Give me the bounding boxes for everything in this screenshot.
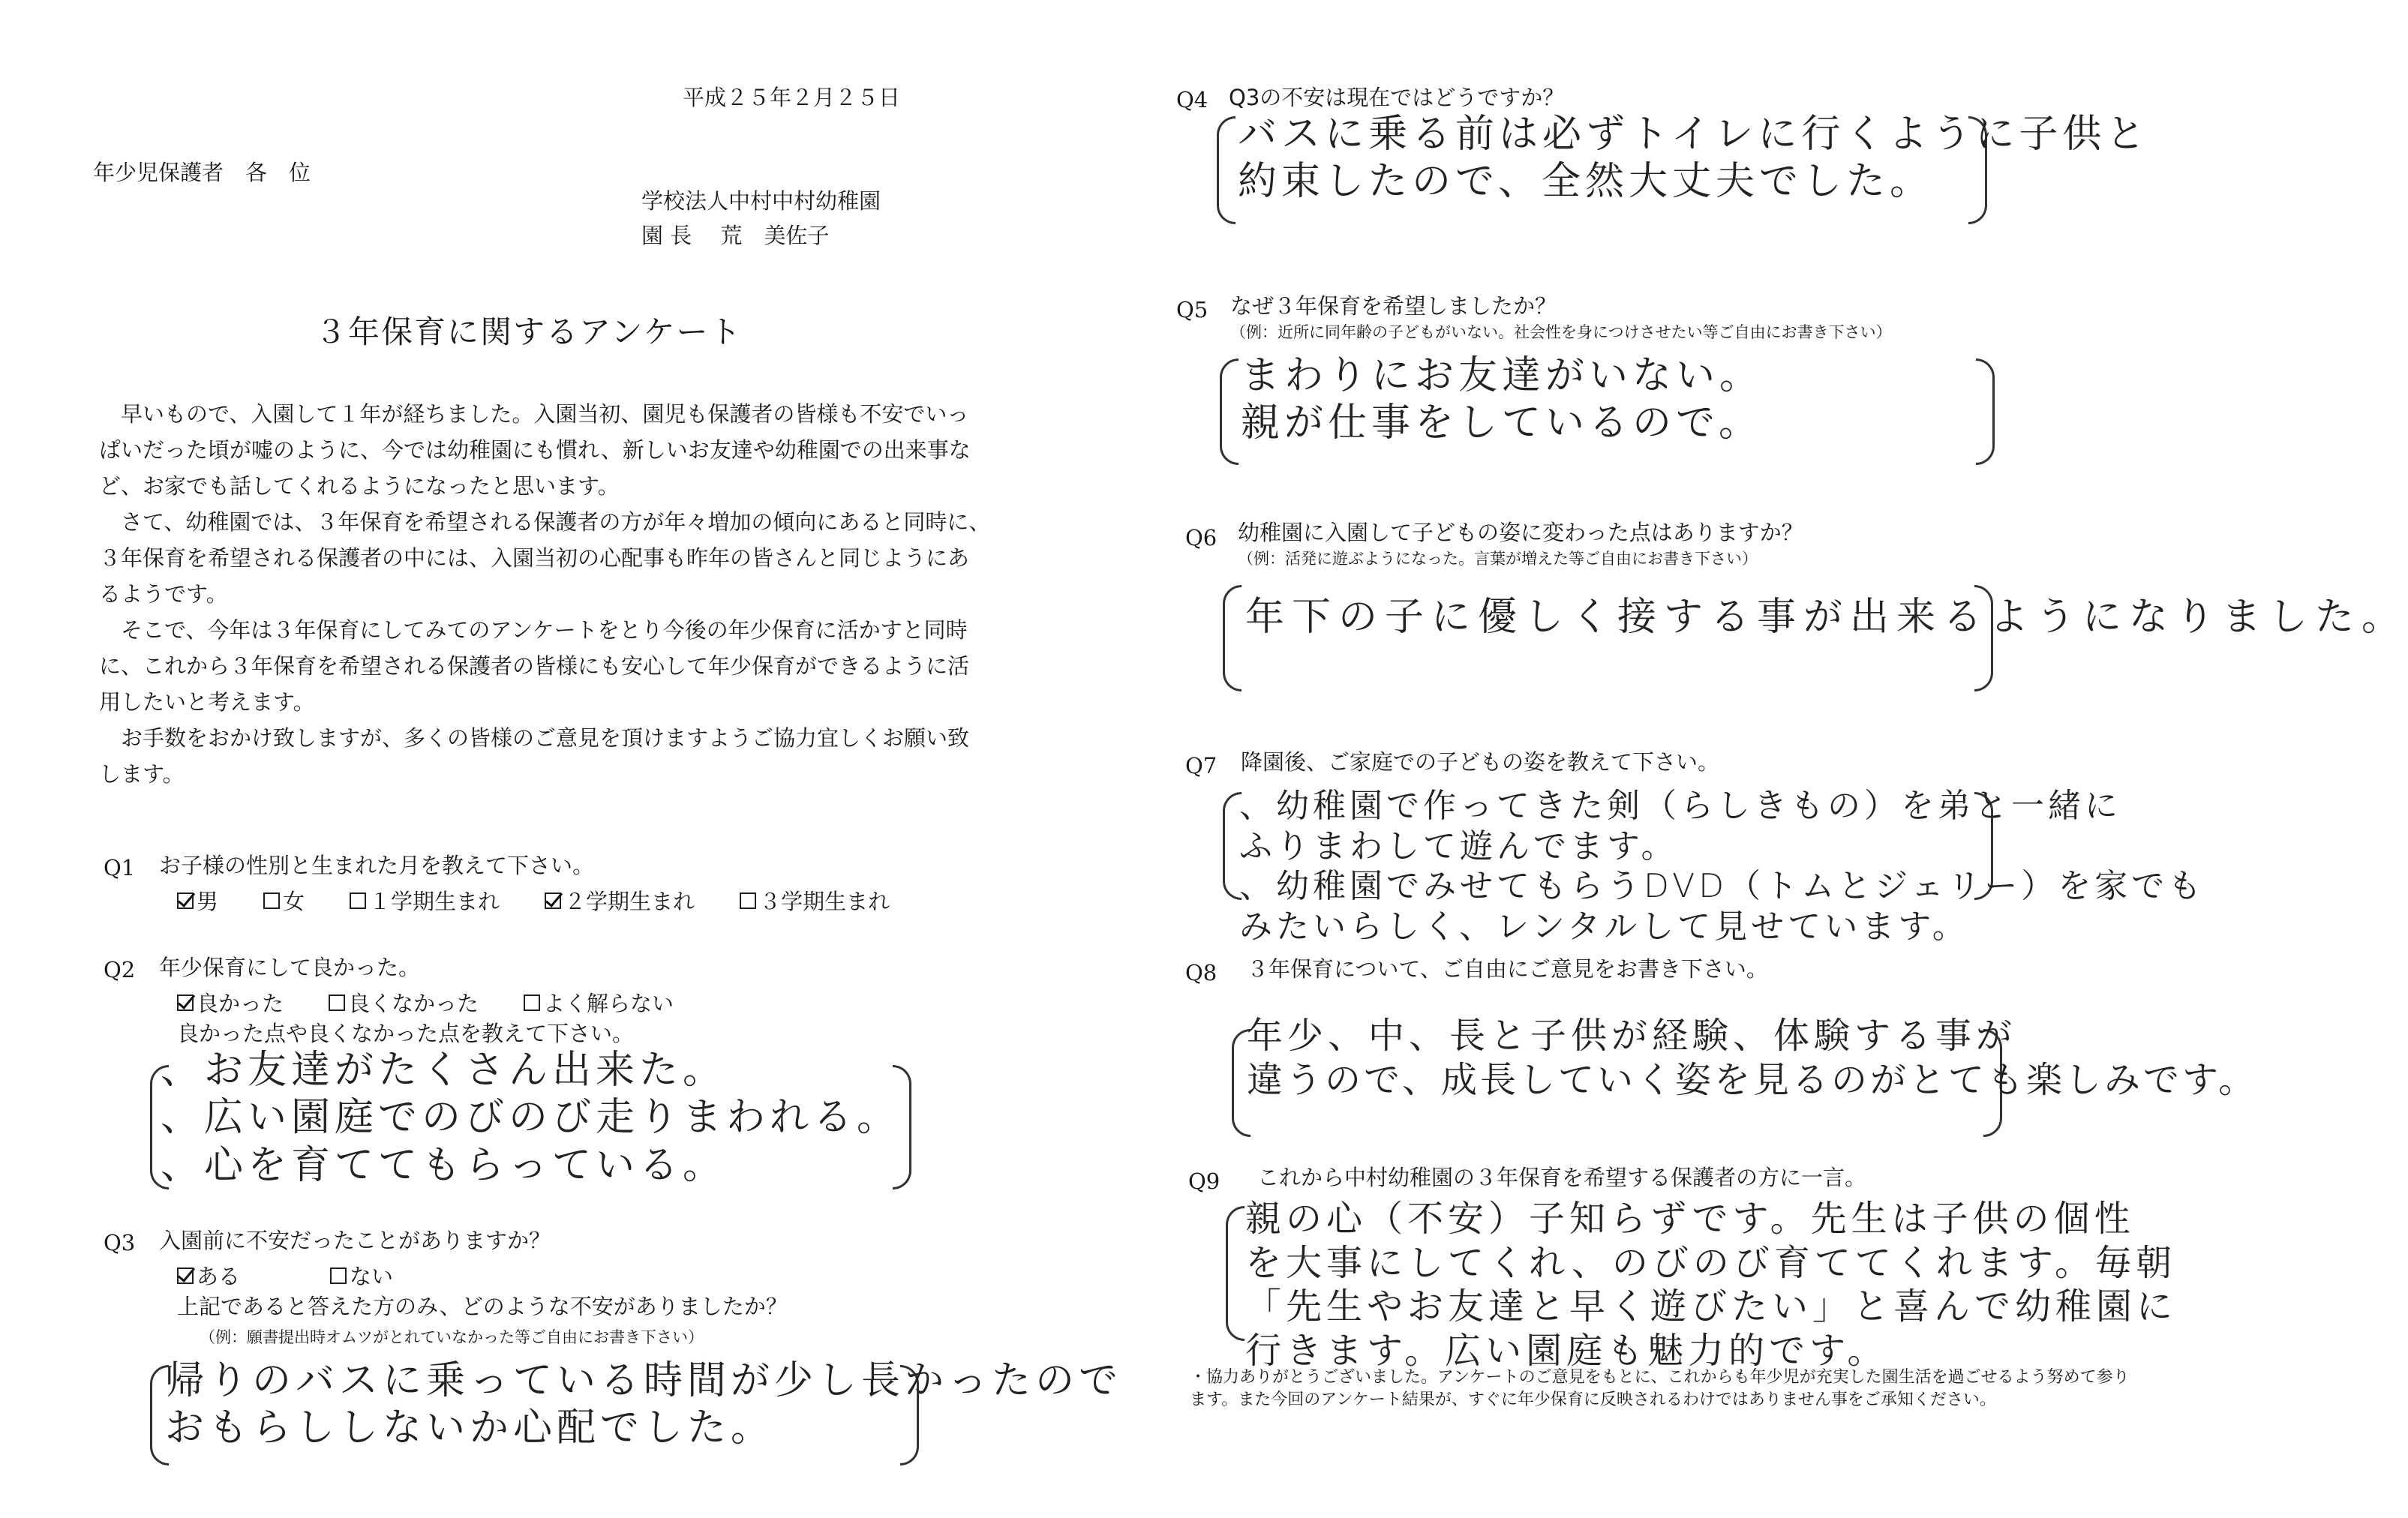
q9-number: Q9 — [1188, 1168, 1221, 1194]
q1-option-male[interactable]: 男 — [177, 885, 218, 916]
checkbox-checked[interactable] — [545, 892, 561, 909]
q3-option-no[interactable]: ない — [330, 1260, 393, 1291]
q4-answer[interactable] — [1238, 111, 2149, 206]
handwritten-line: 、広い園庭でのびのび走りまわれる。 — [161, 1095, 901, 1141]
q2-answer[interactable] — [161, 1047, 900, 1190]
q1-number: Q1 — [104, 855, 136, 880]
q8-text: ３年保育について、ご自由にご意見をお書き下さい。 — [1247, 956, 1768, 982]
q3-option-yes[interactable]: ある — [177, 1260, 240, 1291]
checkbox[interactable] — [740, 892, 756, 909]
handwritten-line: バスに乗る前は必ずトイレに行くように子供と — [1238, 112, 2150, 157]
principal-name: 園 長 荒 美佐子 — [641, 223, 830, 248]
q5-answer-bracket-left — [1220, 358, 1239, 465]
q7-text: 降園後、ご家庭での子どもの姿を教えて下さい。 — [1241, 749, 1720, 775]
q1-options — [177, 885, 890, 916]
checkbox[interactable] — [330, 1268, 347, 1284]
q7-answer[interactable] — [1239, 786, 2205, 947]
handwritten-line: みたいらしく、レンタルして見せています。 — [1239, 908, 1969, 946]
page-title: ３年保育に関するアンケート — [315, 314, 743, 350]
handwritten-line: 親の心（不安）子知らずです。先生は子供の個性 — [1245, 1198, 2135, 1240]
q1-option-term2[interactable]: ２学期生まれ — [545, 885, 695, 916]
q2-subquestion: 良かった点や良くなかった点を教えて下さい。 — [177, 1021, 635, 1046]
q6-number: Q6 — [1185, 525, 1218, 550]
checkbox-checked[interactable] — [177, 994, 194, 1011]
document-date: 平成２５年２月２５日 — [683, 85, 901, 110]
footer-line: ・協力ありがとうございました。アンケートのご意見をもとに、これからも年少児が充実した園生活を過ごせるよう努めて参り — [1190, 1368, 2130, 1387]
q6-answer[interactable] — [1245, 594, 2408, 641]
handwritten-line: 親が仕事をしているので。 — [1241, 400, 1762, 446]
intro-line: ぱいだった頃が嘘のように、今では幼稚園にも慣れ、新しいお友達や幼稚園での出来事な — [99, 437, 971, 463]
checkbox[interactable] — [350, 892, 366, 909]
q4-number: Q4 — [1176, 87, 1209, 112]
q1-option-term3[interactable]: ３学期生まれ — [740, 885, 890, 916]
checkbox[interactable] — [263, 892, 280, 909]
handwritten-line: 年下の子に優しく接する事が出来るようになりました。 — [1245, 595, 2408, 640]
q3-subquestion: 上記であると答えた方のみ、どのような不安がありましたか？ — [177, 1294, 788, 1319]
q3-answer[interactable] — [165, 1358, 1122, 1453]
q9-answer[interactable] — [1245, 1197, 2177, 1372]
intro-line: さて、幼稚園では、３年保育を希望される保護者の方が年々増加の傾向にあると同時に、 — [99, 509, 991, 535]
q7-number: Q7 — [1185, 753, 1218, 778]
q3-options — [177, 1260, 393, 1291]
intro-line: るようです。 — [99, 581, 228, 607]
handwritten-line: 、幼稚園でみせてもらうDVD（トムとジェリー）を家でも — [1239, 867, 2205, 906]
intro-line: に、これから３年保育を希望される保護者の皆様にも安心して年少保育ができるように活 — [99, 653, 970, 679]
intro-paragraph — [99, 396, 990, 792]
q5-example: （例：近所に同年齢の子どもがいない。社会性を身につけさせたい等ご自由にお書き下さい） — [1230, 323, 1892, 341]
intro-line: 用したいと考えます。 — [99, 689, 315, 715]
q2-text: 年少保育にして良かった。 — [159, 955, 421, 980]
q1-text: お子様の性別と生まれた月を教えて下さい。 — [159, 853, 595, 878]
q5-text: なぜ３年保育を希望しましたか？ — [1230, 293, 1557, 319]
handwritten-line: 約束したので、全然大丈夫でした。 — [1238, 159, 1933, 205]
q2-option-bad[interactable]: 良くなかった — [329, 987, 479, 1018]
q2-option-unsure[interactable]: よく解らない — [524, 987, 674, 1018]
handwritten-line: ふりまわして遊んでます。 — [1239, 826, 1678, 866]
checkbox[interactable] — [329, 994, 345, 1011]
q5-answer[interactable] — [1241, 352, 1763, 448]
footer-line: ます。また今回のアンケート結果が、すぐに年少保育に反映されるわけではありません事をご承知ください。 — [1190, 1390, 1996, 1409]
q2-number: Q2 — [104, 957, 136, 982]
handwritten-line: 「先生やお友達と早く遊びたい」と喜んで幼稚園に — [1245, 1286, 2178, 1328]
q8-number: Q8 — [1185, 960, 1218, 986]
recipient: 年少児保護者 各 位 — [93, 160, 311, 185]
checkbox-checked[interactable] — [177, 892, 194, 909]
footer-note — [1190, 1366, 2130, 1411]
handwritten-line: 行きます。広い園庭も魅力的です。 — [1245, 1329, 1888, 1372]
q6-example: （例：活発に遊ぶようになった。言葉が増えた等ご自由にお書き下さい） — [1238, 550, 1758, 568]
q9-text: これから中村幼稚園の３年保育を希望する保護者の方に一言。 — [1257, 1165, 1867, 1190]
intro-line: ど、お家でも話してくれるようになったと思います。 — [99, 473, 620, 499]
intro-line: します。 — [99, 761, 185, 787]
q3-text: 入園前に不安だったことがありますか？ — [159, 1228, 551, 1253]
q4-answer-bracket-left — [1217, 116, 1236, 224]
checkbox-checked[interactable] — [177, 1268, 194, 1284]
intro-line: そこで、今年は３年保育にしてみてのアンケートをとり今後の年少保育に活かすと同時 — [99, 617, 968, 643]
handwritten-line: 、お友達がたくさん出来た。 — [161, 1048, 727, 1093]
intro-line: 早いもので、入園して１年が経ちました。入園当初、園児も保護者の皆様も不安でいっ — [99, 401, 969, 427]
q2-options — [177, 987, 674, 1018]
q6-text: 幼稚園に入園して子どもの姿に変わった点はありますか？ — [1238, 520, 1803, 545]
q5-answer-bracket-right — [1976, 358, 1995, 465]
school-name: 学校法人中村中村幼稚園 — [641, 188, 881, 214]
q2-option-good[interactable]: 良かった — [177, 987, 284, 1018]
q5-number: Q5 — [1176, 297, 1209, 322]
q6-answer-bracket-left — [1223, 585, 1242, 692]
handwritten-line: 違うので、成長していく姿を見るのがとても楽しみです。 — [1247, 1058, 2258, 1101]
handwritten-line: おもらししないか心配でした。 — [165, 1406, 775, 1451]
q8-answer[interactable] — [1247, 1014, 2257, 1102]
handwritten-line: まわりにお友達がいない。 — [1241, 353, 1764, 398]
handwritten-line: 帰りのバスに乗っている時間が少し長かったので — [165, 1358, 1123, 1403]
handwritten-line: 年少、中、長と子供が経験、体験する事が — [1247, 1015, 2017, 1057]
q1-option-female[interactable]: 女 — [263, 885, 305, 916]
q3-example: （例：願書提出時オムツがとれていなかった等ご自由にお書き下さい） — [200, 1328, 704, 1346]
q1-option-term1[interactable]: １学期生まれ — [350, 885, 500, 916]
handwritten-line: を大事にしてくれ、のびのび育ててくれます。毎朝 — [1245, 1241, 2177, 1284]
handwritten-line: 、幼稚園で作ってきた剣（らしきもの）を弟と一緒に — [1239, 787, 2121, 825]
intro-line: お手数をおかけ致しますが、多くの皆様のご意見を頂けますようご協力宜しくお願い致 — [99, 725, 970, 751]
handwritten-line: 、心を育ててもらっている。 — [161, 1142, 727, 1188]
intro-line: ３年保育を希望される保護者の中には、入園当初の心配事も昨年の皆さんと同じようにあ — [99, 545, 970, 571]
checkbox[interactable] — [524, 994, 540, 1011]
q4-text: Q3の不安は現在ではどうですか？ — [1229, 85, 1565, 110]
q3-number: Q3 — [104, 1230, 136, 1256]
q9-answer-bracket-left — [1226, 1206, 1245, 1341]
